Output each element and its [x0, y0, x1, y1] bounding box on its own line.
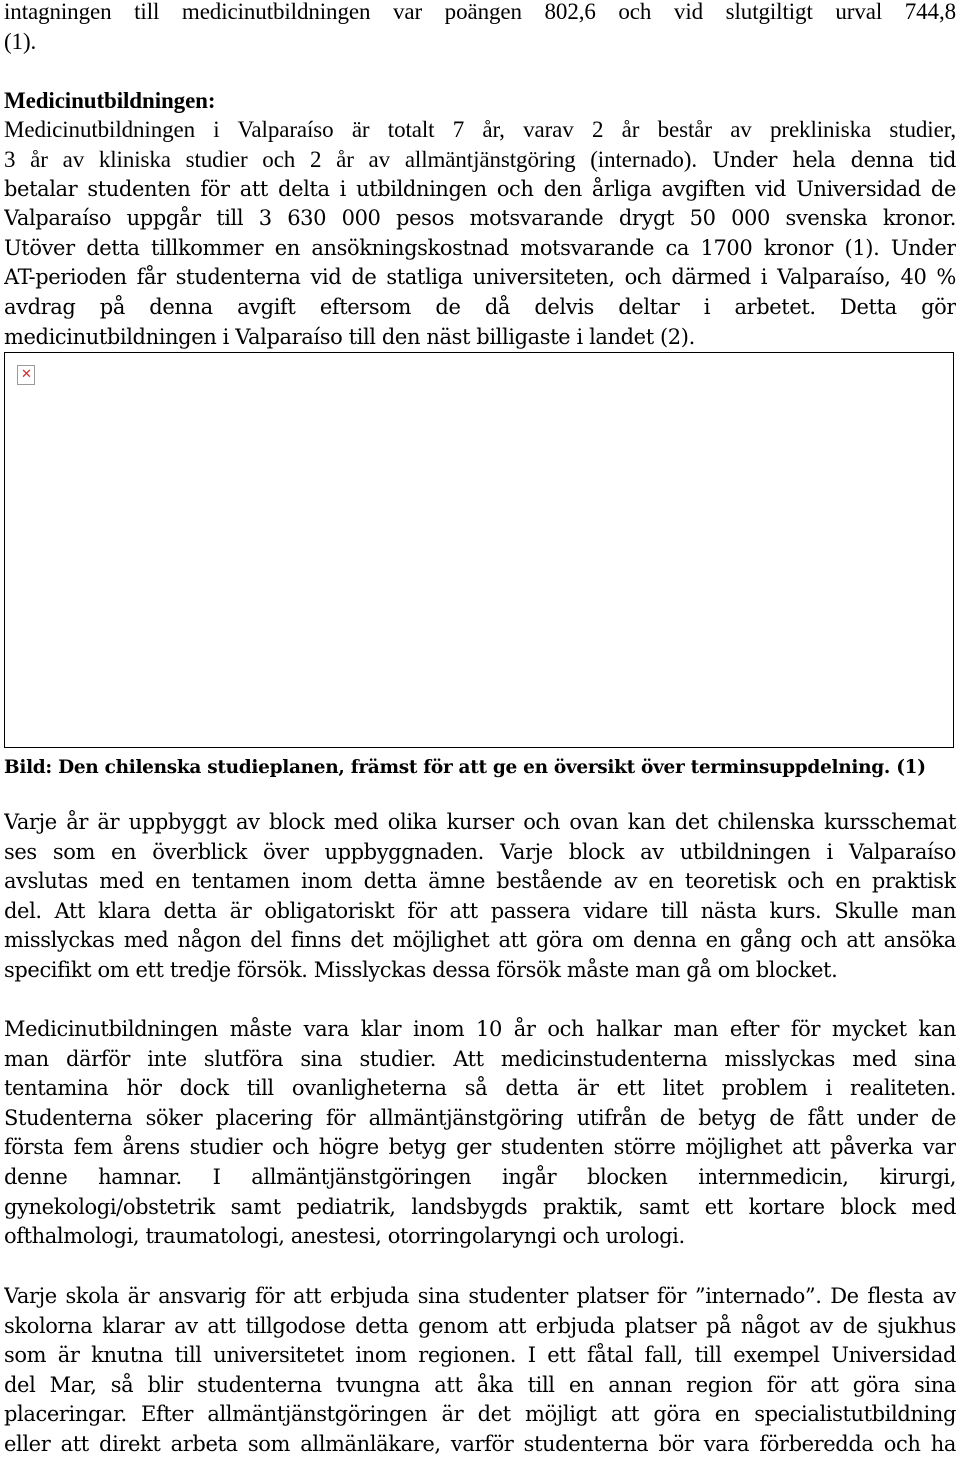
- paragraph-line: första fem årens studier och högre betyg ger studenten större möjlighet att påverka var: [4, 1135, 956, 1160]
- paragraph-1: [4, 808, 956, 986]
- intro-line: intagningen till medicinutbildningen var poängen 802,6 och vid slutgiltigt urval 744,8: [4, 0, 956, 24]
- section-line: Medicinutbildningen i Valparaíso är totalt 7 år, varav 2 år består av prekliniska studier,: [4, 117, 956, 143]
- paragraph-3: [4, 1282, 956, 1460]
- paragraph-line: specifikt om ett tredje försök. Misslyckas dessa försök måste man gå om blocket.: [4, 957, 838, 982]
- figure-caption: Bild: Den chilenska studieplanen, främst för att ge en översikt över terminsuppdelning. (1): [4, 757, 926, 778]
- paragraph-line: eller att direkt arbeta som allmänläkare, varför studenterna bör vara förberedda och ha: [4, 1431, 956, 1456]
- paragraph-line: misslyckas med någon del finns det möjlighet att göra om denna en gång och att ansöka: [4, 928, 956, 953]
- broken-image-icon: ✕: [17, 365, 35, 385]
- intro-line: (1).: [4, 28, 37, 54]
- paragraph-line: som är knutna till universitetet inom regionen. I ett fåtal fall, till exempel Universidad: [4, 1343, 956, 1368]
- paragraph-line: tentamina hör dock till ovanligheterna så detta är ett litet problem i realiteten.: [4, 1076, 956, 1101]
- section-line: betalar studenten för att delta i utbildningen och den årliga avgiften vid Universidad de: [4, 176, 956, 201]
- section-line: Utöver detta tillkommer en ansökningskostnad motsvarande ca 1700 kronor (1). Under: [4, 235, 956, 260]
- paragraph-line: Varje skola är ansvarig för att erbjuda sina studenter platser för ”internado”. De flesta av: [4, 1284, 956, 1308]
- intro-block: [4, 0, 956, 352]
- paragraph-line: ses som en överblick över uppbyggnaden. Varje block av utbildningen i Valparaíso: [4, 839, 956, 864]
- paragraph-line: Medicinutbildningen måste vara klar inom 10 år och halkar man efter för mycket kan: [4, 1017, 956, 1041]
- paragraph-2: [4, 1015, 956, 1252]
- paragraph-line: Varje år är uppbyggt av block med olika kurser och ovan kan det chilenska kursschemat: [4, 810, 956, 834]
- paragraph-line: del Mar, så blir studenterna tvungna att åka till en annan region för att göra sina: [4, 1372, 956, 1397]
- paragraph-line: man därför inte slutföra sina studier. Att medicinstudenterna misslyckas med sina: [4, 1046, 956, 1071]
- paragraph-line: placeringar. Efter allmäntjänstgöringen är det möjligt att göra en specialistutbildning: [4, 1402, 956, 1427]
- paragraph-line: avslutas med en tentamen inom detta ämne bestående av en teoretisk och en praktisk: [4, 869, 956, 894]
- section-line-rest: Under hela denna tid: [712, 147, 956, 172]
- section-line: AT-perioden får studenterna vid de statliga universiteten, och därmed i Valparaíso, 40 %: [4, 265, 956, 290]
- paragraph-line: gynekologi/obstetrik samt pediatrik, landsbygds praktik, samt ett kortare block med: [4, 1194, 956, 1219]
- paragraph-line: ofthalmologi, traumatologi, anestesi, otorringolaryngi och urologi.: [4, 1224, 685, 1249]
- section-line-serif-part: 3 år av kliniska studier och 2 år av allmäntjänstgöring (internado).: [4, 146, 697, 172]
- section-line: Valparaíso uppgår till 3 630 000 pesos motsvarande drygt 50 000 svenska kronor.: [4, 206, 956, 231]
- section-line: avdrag på denna avgift eftersom de då delvis deltar i arbetet. Detta gör: [4, 294, 956, 319]
- section-heading: Medicinutbildningen:: [4, 87, 216, 113]
- paragraph-line: denne hamnar. I allmäntjänstgöringen ingår blocken internmedicin, kirurgi,: [4, 1164, 956, 1189]
- study-plan-image: [4, 352, 954, 748]
- blank-line: [4, 56, 956, 86]
- paragraph-line: del. Att klara detta är obligatoriskt för att passera vidare till nästa kurs. Skulle man: [4, 898, 956, 923]
- paragraph-line: skolorna klarar av att tillgodose detta genom att erbjuda platser på något av de sjukhus: [4, 1313, 956, 1338]
- section-line: medicinutbildningen i Valparaíso till den näst billigaste i landet (2).: [4, 324, 695, 349]
- paragraph-line: Studenterna söker placering för allmäntjänstgöring utifrån de betyg de fått under de: [4, 1105, 956, 1130]
- section-line: [4, 145, 956, 175]
